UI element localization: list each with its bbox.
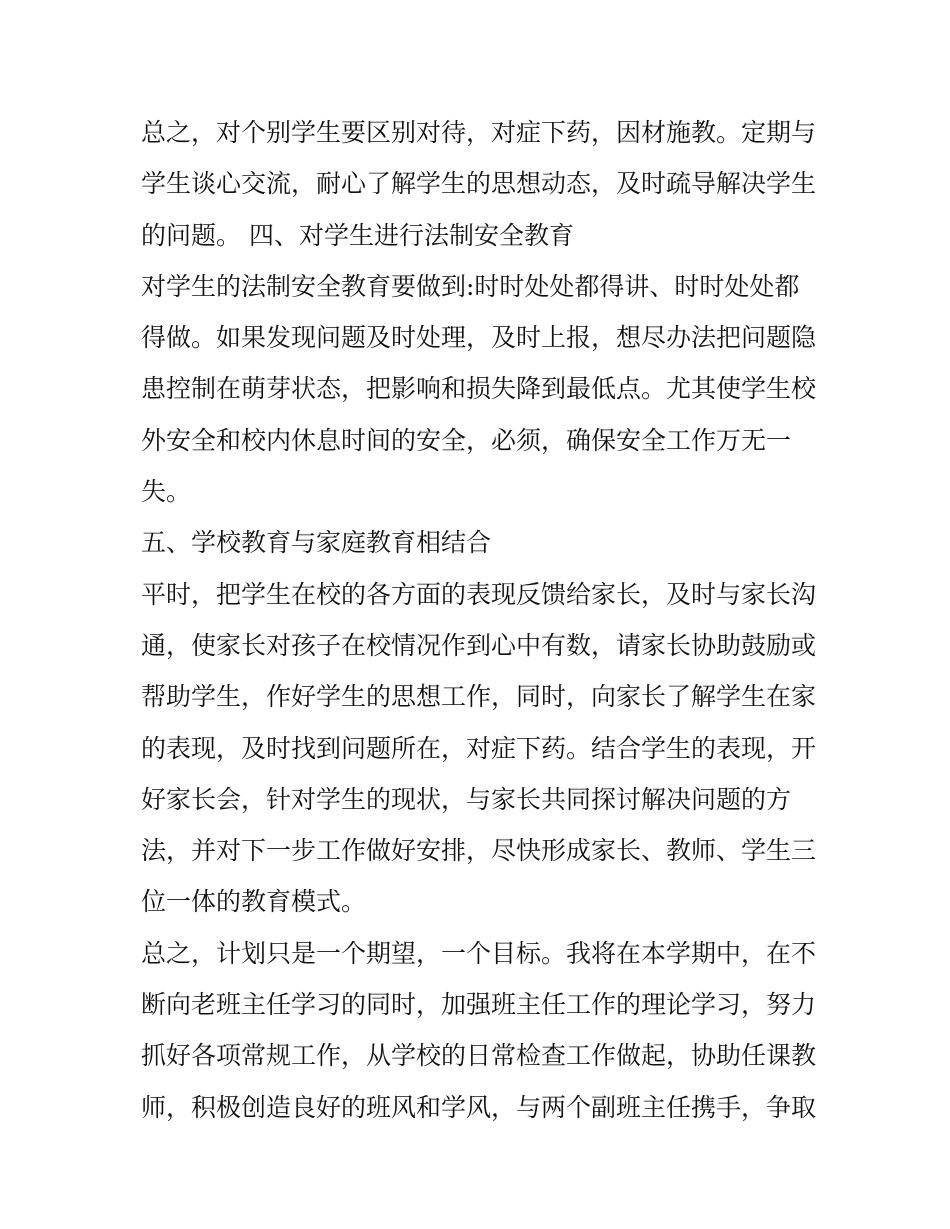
text-line: 好家长会，针对学生的现状，与家长共同探讨解决问题的方 (141, 784, 792, 814)
text-line: 通，使家长对孩子在校情况作到心中有数，请家长协助鼓励或 (141, 630, 817, 660)
text-line: 的问题。 四、对学生进行法制安全教育 (141, 220, 574, 250)
section-heading: 五、学校教育与家庭教育相结合 (141, 528, 492, 558)
text-line: 师，积极创造良好的班风和学风，与两个副班主任携手，争取 (141, 1092, 817, 1122)
text-line: 外安全和校内休息时间的安全，必须，确保安全工作万无一 (141, 425, 792, 455)
text-line: 平时，把学生在校的各方面的表现反馈给家长，及时与家长沟 (141, 579, 817, 609)
text-line: 总之，对个别学生要区别对待，对症下药，因材施教。定期与 (141, 118, 817, 147)
text-line: 抓好各项常规工作，从学校的日常检查工作做起，协助任课教 (141, 1041, 817, 1071)
text-line: 法，并对下一步工作做好安排，尽快形成家长、教师、学生三 (141, 836, 817, 866)
text-line: 位一体的教育模式。 (141, 887, 367, 917)
text-line: 患控制在萌芽状态，把影响和损失降到最低点。尤其使学生校 (141, 374, 817, 404)
text-line: 帮助学生，作好学生的思想工作，同时，向家长了解学生在家 (141, 682, 817, 712)
document-body (141, 107, 821, 1133)
text-line: 对学生的法制安全教育要做到:时时处处都得讲、时时处处都 (141, 271, 800, 301)
text-line: 失。 (141, 477, 192, 507)
text-line: 总之，计划只是一个期望，一个目标。我将在本学期中，在不 (141, 938, 817, 968)
text-line: 学生谈心交流，耐心了解学生的思想动态，及时疏导解决学生 (141, 169, 817, 199)
text-line: 断向老班主任学习的同时，加强班主任工作的理论学习，努力 (141, 990, 817, 1020)
text-line: 的表现，及时找到问题所在，对症下药。结合学生的表现，开 (141, 733, 817, 763)
text-line: 得做。如果发现问题及时处理，及时上报，想尽办法把问题隐 (141, 323, 817, 353)
